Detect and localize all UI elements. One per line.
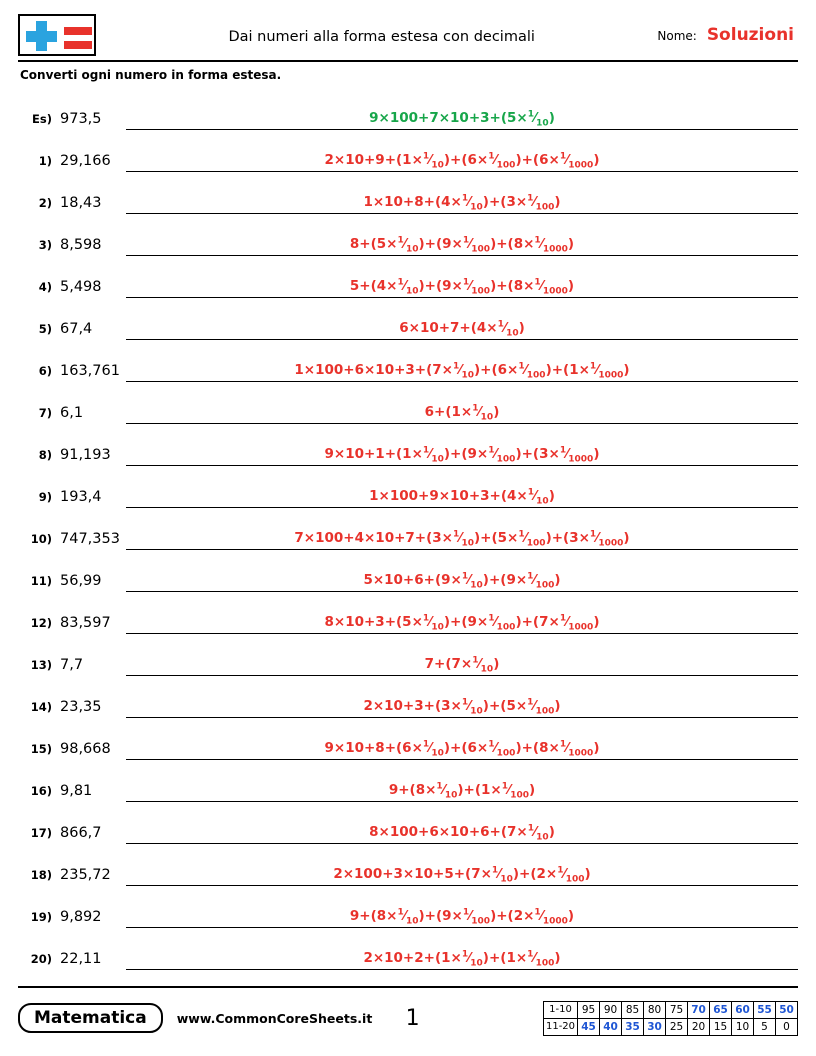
fraction: $^1⁄_{10}$ [397,235,419,255]
problem-number: 13) [30,658,52,672]
answer-text: $1\times 100+9\times 10+3+(4\times^1⁄_{10})$ [369,487,555,507]
answer-text: $2\times 10+3+(3\times^1⁄_{10})+(5\times^1⁄_{100})$ [363,697,561,717]
fraction: $^1⁄_{10}$ [461,193,483,213]
problem-number: 10) [30,532,52,546]
problem-number: 20) [30,952,52,966]
answer-text: $8+(5\times^1⁄_{10})+(9\times^1⁄_{100})+(8\times^1⁄_{1000})$ [349,235,575,255]
answer-text: $9\times 10+1+(1\times^1⁄_{10})+(9\times^1⁄_{100})+(3\times^1⁄_{1000})$ [324,445,600,465]
answer-line[interactable] [126,821,798,844]
fraction: $^1⁄_{10}$ [461,949,483,969]
problem-number: 18) [30,868,52,882]
fraction: $^1⁄_{10}$ [422,613,444,633]
problem-question: 8,598 [60,237,102,253]
problem-question: 5,498 [60,279,102,295]
fraction: $^1⁄_{100}$ [527,193,555,213]
fraction: $^1⁄_{10}$ [472,403,494,423]
instructions-text: Converti ogni numero in forma estesa. [20,68,282,82]
answer-line[interactable] [126,653,798,676]
answer-text: $8\times 100+6\times 10+6+(7\times^1⁄_{10})$ [369,823,555,843]
problem-number: 4) [38,280,52,294]
score-cell: 55 [754,1001,776,1018]
score-cell: 35 [622,1018,644,1035]
problem-question: 83,597 [60,615,111,631]
fraction: $^1⁄_{1000}$ [534,277,568,297]
fraction: $^1⁄_{10}$ [461,697,483,717]
answer-text: $1\times 10+8+(4\times^1⁄_{10})+(3\times^1⁄_{100})$ [363,193,561,213]
fraction: $^1⁄_{1000}$ [559,613,594,633]
score-cell: 15 [710,1018,732,1035]
problem-question: 9,892 [60,909,102,925]
page-footer [18,986,798,1044]
score-row [544,1001,798,1018]
fraction: $^1⁄_{100}$ [518,529,546,549]
problem-row [18,550,798,592]
answer-line[interactable] [126,485,798,508]
answer-line[interactable] [126,191,798,214]
score-cell: 30 [644,1018,666,1035]
fraction: $^1⁄_{100}$ [518,361,546,381]
answer-line[interactable] [126,863,798,886]
fraction: $^1⁄_{1000}$ [559,739,594,759]
score-cell: 40 [600,1018,622,1035]
answer-line[interactable] [126,569,798,592]
answer-text: $2\times 10+9+(1\times^1⁄_{10})+(6\times^1⁄_{100})+(6\times^1⁄_{1000})$ [324,151,600,171]
problem-row [18,592,798,634]
answer-text: $9+(8\times^1⁄_{10})+(9\times^1⁄_{100})+(2\times^1⁄_{1000})$ [349,907,575,927]
page-number: 1 [405,1005,420,1031]
answer-line[interactable] [126,401,798,424]
fraction: $^1⁄_{100}$ [462,907,491,927]
answer-line[interactable] [126,107,798,130]
fraction: $^1⁄_{100}$ [527,571,555,591]
answer-text: $2\times 100+3\times 10+5+(7\times^1⁄_{10})+(2\times^1⁄_{100})$ [333,865,591,885]
problem-question: 67,4 [60,321,93,337]
fraction: $^1⁄_{100}$ [488,151,516,171]
name-label: Nome: [657,29,697,43]
fraction: $^1⁄_{10}$ [422,739,444,759]
answer-text: $6\times 10+7+(4\times^1⁄_{10})$ [399,319,525,339]
problem-row [18,928,798,970]
brand-badge: Matematica [18,1003,163,1033]
problem-number: 9) [38,490,52,504]
fraction: $^1⁄_{100}$ [488,445,516,465]
fraction: $^1⁄_{100}$ [501,781,529,801]
problem-question: 9,81 [60,783,93,799]
problem-row [18,256,798,298]
problem-row [18,760,798,802]
problem-row [18,88,798,130]
fraction: $^1⁄_{10}$ [397,277,419,297]
problem-number: 15) [30,742,52,756]
answer-line[interactable] [126,947,798,970]
fraction: $^1⁄_{10}$ [453,361,474,381]
score-row-label: 1-10 [544,1001,578,1018]
problem-number: 11) [30,574,52,588]
score-cell: 50 [776,1001,798,1018]
problem-number: 7) [38,406,52,420]
fraction: $^1⁄_{10}$ [472,655,494,675]
answer-text: $5+(4\times^1⁄_{10})+(9\times^1⁄_{100})+(8\times^1⁄_{1000})$ [349,277,575,297]
problem-row [18,718,798,760]
score-row-label: 11-20 [544,1018,578,1035]
fraction: $^1⁄_{10}$ [527,487,549,507]
problem-number: 14) [30,700,52,714]
fraction: $^1⁄_{10}$ [527,109,549,129]
problem-question: 18,43 [60,195,102,211]
answer-line[interactable] [126,275,798,298]
answer-line[interactable] [126,149,798,172]
problem-number: 19) [30,910,52,924]
answer-line[interactable] [126,737,798,760]
problem-row [18,130,798,172]
problem-number: 2) [38,196,52,210]
problem-row [18,382,798,424]
fraction: $^1⁄_{10}$ [491,865,513,885]
footer-divider [18,986,798,988]
fraction: $^1⁄_{10}$ [436,781,458,801]
score-row [544,1018,798,1035]
fraction: $^1⁄_{100}$ [557,865,585,885]
score-cell: 70 [688,1001,710,1018]
problem-question: 163,761 [60,363,120,379]
problem-number: 3) [38,238,52,252]
score-cell: 90 [600,1001,622,1018]
answer-text: $6+(1\times^1⁄_{10})$ [424,403,500,423]
problem-question: 747,353 [60,531,120,547]
answer-line[interactable] [126,233,798,256]
fraction: $^1⁄_{10}$ [422,445,444,465]
problem-number: 8) [38,448,52,462]
fraction: $^1⁄_{100}$ [462,235,491,255]
answer-text: $1\times 100+6\times 10+3+(7\times^1⁄_{10})+(6\times^1⁄_{100})+(1\times^1⁄_{1000})$ [294,361,630,381]
problem-number: 12) [30,616,52,630]
problem-row [18,172,798,214]
problem-number: 1) [38,154,52,168]
answer-text: $7+(7\times^1⁄_{10})$ [424,655,500,675]
problem-list [18,88,798,970]
problem-question: 973,5 [60,111,102,127]
problem-row [18,802,798,844]
problem-question: 193,4 [60,489,102,505]
name-field-wrap [657,25,798,45]
answer-line[interactable] [126,905,798,928]
answer-line[interactable] [126,695,798,718]
problem-number: 5) [38,322,52,336]
score-cell: 5 [754,1018,776,1035]
fraction: $^1⁄_{100}$ [462,277,491,297]
score-cell: 80 [644,1001,666,1018]
header-divider [18,60,798,62]
page-title-wrap [96,26,657,45]
problem-row [18,214,798,256]
fraction: $^1⁄_{10}$ [497,319,519,339]
score-cell: 85 [622,1001,644,1018]
answer-line[interactable] [126,611,798,634]
answer-text: $9\times 10+8+(6\times^1⁄_{10})+(6\times^1⁄_{100})+(8\times^1⁄_{1000})$ [324,739,600,759]
score-cell: 65 [710,1001,732,1018]
problem-row [18,676,798,718]
problem-number: 17) [30,826,52,840]
score-cell: 60 [732,1001,754,1018]
fraction: $^1⁄_{10}$ [461,571,483,591]
fraction: $^1⁄_{1000}$ [589,361,624,381]
answer-line[interactable] [126,527,798,550]
problem-number: 16) [30,784,52,798]
fraction: $^1⁄_{100}$ [488,739,516,759]
problem-number: 6) [38,364,52,378]
fraction: $^1⁄_{10}$ [422,151,444,171]
problem-question: 91,193 [60,447,111,463]
math-plus-logo-icon [18,14,96,56]
answer-line[interactable] [126,779,798,802]
score-cell: 25 [666,1018,688,1035]
problem-question: 98,668 [60,741,111,757]
fraction: $^1⁄_{1000}$ [534,907,568,927]
problem-row [18,424,798,466]
problem-row [18,634,798,676]
fraction: $^1⁄_{100}$ [527,949,555,969]
answer-text: $5\times 10+6+(9\times^1⁄_{10})+(9\times^1⁄_{100})$ [363,571,561,591]
score-cell: 75 [666,1001,688,1018]
fraction: $^1⁄_{100}$ [488,613,516,633]
page-header [18,14,798,60]
problem-question: 7,7 [60,657,84,673]
name-value: Soluzioni [706,25,794,45]
answer-text: $9\times 100+7\times 10+3+(5\times^1⁄_{10})$ [369,109,555,129]
fraction: $^1⁄_{1000}$ [589,529,624,549]
problem-number: Es) [32,112,52,126]
answer-text: $2\times 10+2+(1\times^1⁄_{10})+(1\times^1⁄_{100})$ [363,949,561,969]
problem-row [18,844,798,886]
fraction: $^1⁄_{10}$ [397,907,419,927]
score-cell: 0 [776,1018,798,1035]
score-table [543,1001,798,1036]
problem-question: 56,99 [60,573,102,589]
problem-row [18,886,798,928]
answer-line[interactable] [126,443,798,466]
problem-question: 866,7 [60,825,102,841]
answer-text: $8\times 10+3+(5\times^1⁄_{10})+(9\times^1⁄_{100})+(7\times^1⁄_{1000})$ [324,613,600,633]
problem-row [18,340,798,382]
fraction: $^1⁄_{10}$ [453,529,474,549]
fraction: $^1⁄_{1000}$ [559,151,594,171]
problem-question: 22,11 [60,951,102,967]
fraction: $^1⁄_{10}$ [527,823,549,843]
fraction: $^1⁄_{1000}$ [559,445,594,465]
answer-text: $7\times 100+4\times 10+7+(3\times^1⁄_{10})+(5\times^1⁄_{100})+(3\times^1⁄_{1000})$ [294,529,630,549]
score-cell: 20 [688,1018,710,1035]
answer-line[interactable] [126,359,798,382]
fraction: $^1⁄_{100}$ [527,697,555,717]
problem-question: 235,72 [60,867,111,883]
problem-question: 23,35 [60,699,102,715]
problem-row [18,508,798,550]
fraction: $^1⁄_{1000}$ [534,235,568,255]
problem-row [18,298,798,340]
problem-row [18,466,798,508]
score-cell: 45 [578,1018,600,1035]
problem-question: 6,1 [60,405,84,421]
score-cell: 95 [578,1001,600,1018]
problem-question: 29,166 [60,153,111,169]
page-title: Dai numeri alla forma estesa con decimali [228,28,535,45]
answer-text: $9+(8\times^1⁄_{10})+(1\times^1⁄_{100})$ [388,781,536,801]
score-cell: 10 [732,1018,754,1035]
answer-line[interactable] [126,317,798,340]
site-url: www.CommonCoreSheets.it [176,1010,373,1026]
